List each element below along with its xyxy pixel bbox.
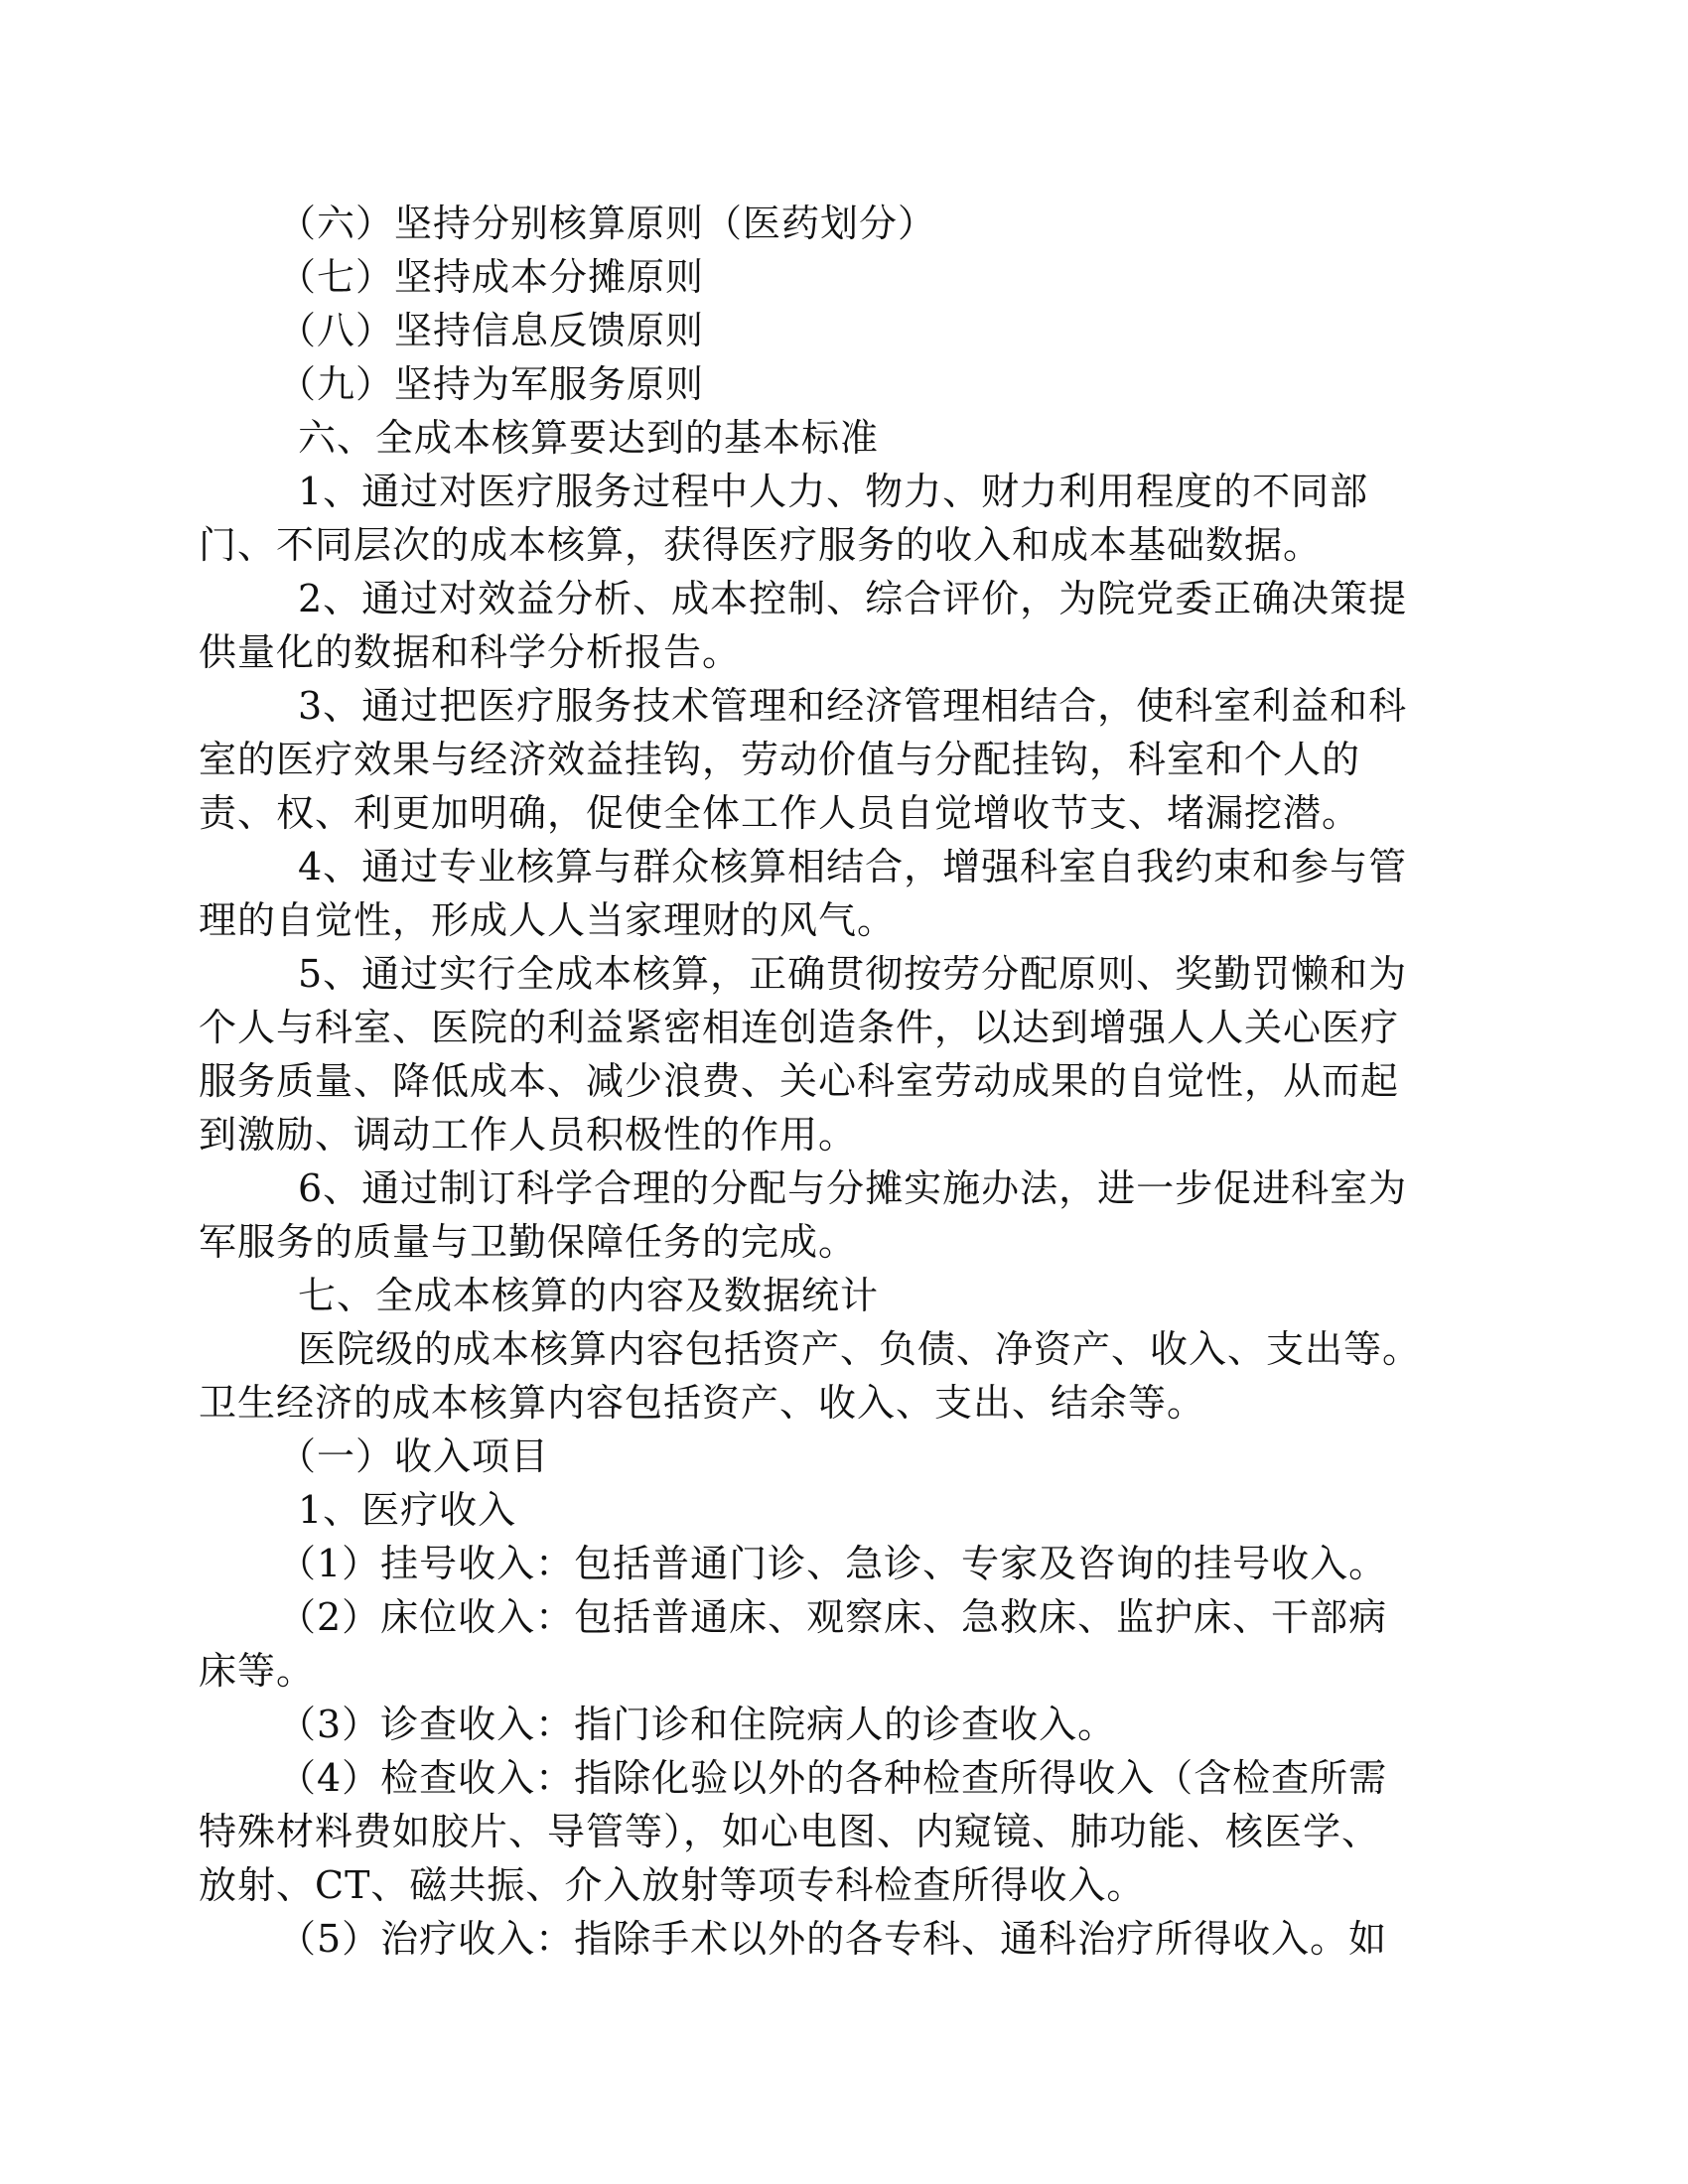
text-line: （5）治疗收入：指除手术以外的各专科、通科治疗所得收入。如: [278, 1917, 1388, 1961]
text-line: （1）挂号收入：包括普通门诊、急诊、专家及咨询的挂号收入。: [278, 1542, 1388, 1585]
text-line: 6、通过制订科学合理的分配与分摊实施办法，进一步促进科室为: [298, 1166, 1408, 1210]
text-line: 六、全成本核算要达到的基本标准: [298, 416, 880, 460]
text-line: 服务质量、降低成本、减少浪费、关心科室劳动成果的自觉性，从而起: [199, 1059, 1400, 1103]
text-line: 医院级的成本核算内容包括资产、负债、净资产、收入、支出等。: [298, 1327, 1422, 1371]
text-line: （八）坚持信息反馈原则: [278, 309, 705, 352]
text-line: （2）床位收入：包括普通床、观察床、急救床、监护床、干部病: [278, 1595, 1388, 1639]
text-line: （九）坚持为军服务原则: [278, 362, 705, 406]
text-line: 军服务的质量与卫勤保障任务的完成。: [199, 1220, 858, 1264]
text-line: 卫生经济的成本核算内容包括资产、收入、支出、结余等。: [199, 1381, 1206, 1425]
text-line: （4）检查收入：指除化验以外的各种检查所得收入（含检查所需: [278, 1756, 1388, 1800]
text-line: 5、通过实行全成本核算，正确贯彻按劳分配原则、奖勤罚懒和为: [298, 952, 1408, 996]
text-line: 2、通过对效益分析、成本控制、综合评价，为院党委正确决策提: [298, 577, 1408, 620]
text-line: 放射、CT、磁共振、介入放射等项专科检查所得收入。: [199, 1863, 1146, 1907]
text-line: 室的医疗效果与经济效益挂钩，劳动价值与分配挂钩，科室和个人的: [199, 738, 1361, 781]
text-line: 1、通过对医疗服务过程中人力、物力、财力利用程度的不同部: [298, 470, 1369, 513]
text-line: 供量化的数据和科学分析报告。: [199, 630, 742, 674]
document-page: [199, 197, 1468, 1966]
text-line: （一）收入项目: [278, 1434, 550, 1478]
text-line: 特殊材料费如胶片、导管等），如心电图、内窥镜、肺功能、核医学、: [199, 1810, 1381, 1853]
text-line: （六）坚持分别核算原则（医药划分）: [278, 202, 937, 245]
text-line: （七）坚持成本分摊原则: [278, 255, 705, 299]
text-line: 4、通过专业核算与群众核算相结合，增强科室自我约束和参与管: [298, 845, 1408, 888]
text-line: 个人与科室、医院的利益紧密相连创造条件，以达到增强人人关心医疗: [199, 1006, 1400, 1049]
text-line: 到激励、调动工作人员积极性的作用。: [199, 1113, 858, 1157]
text-line: 理的自觉性，形成人人当家理财的风气。: [199, 898, 897, 942]
text-line: 3、通过把医疗服务技术管理和经济管理相结合，使科室利益和科: [298, 684, 1408, 728]
text-line: 七、全成本核算的内容及数据统计: [298, 1274, 880, 1317]
text-line: 1、医疗收入: [298, 1488, 517, 1532]
text-line: （3）诊查收入：指门诊和住院病人的诊查收入。: [278, 1703, 1117, 1746]
text-line: 门、不同层次的成本核算，获得医疗服务的收入和成本基础数据。: [199, 523, 1323, 567]
text-line: 责、权、利更加明确，促使全体工作人员自觉增收节支、堵漏挖潜。: [199, 791, 1361, 835]
text-line: 床等。: [199, 1649, 316, 1693]
